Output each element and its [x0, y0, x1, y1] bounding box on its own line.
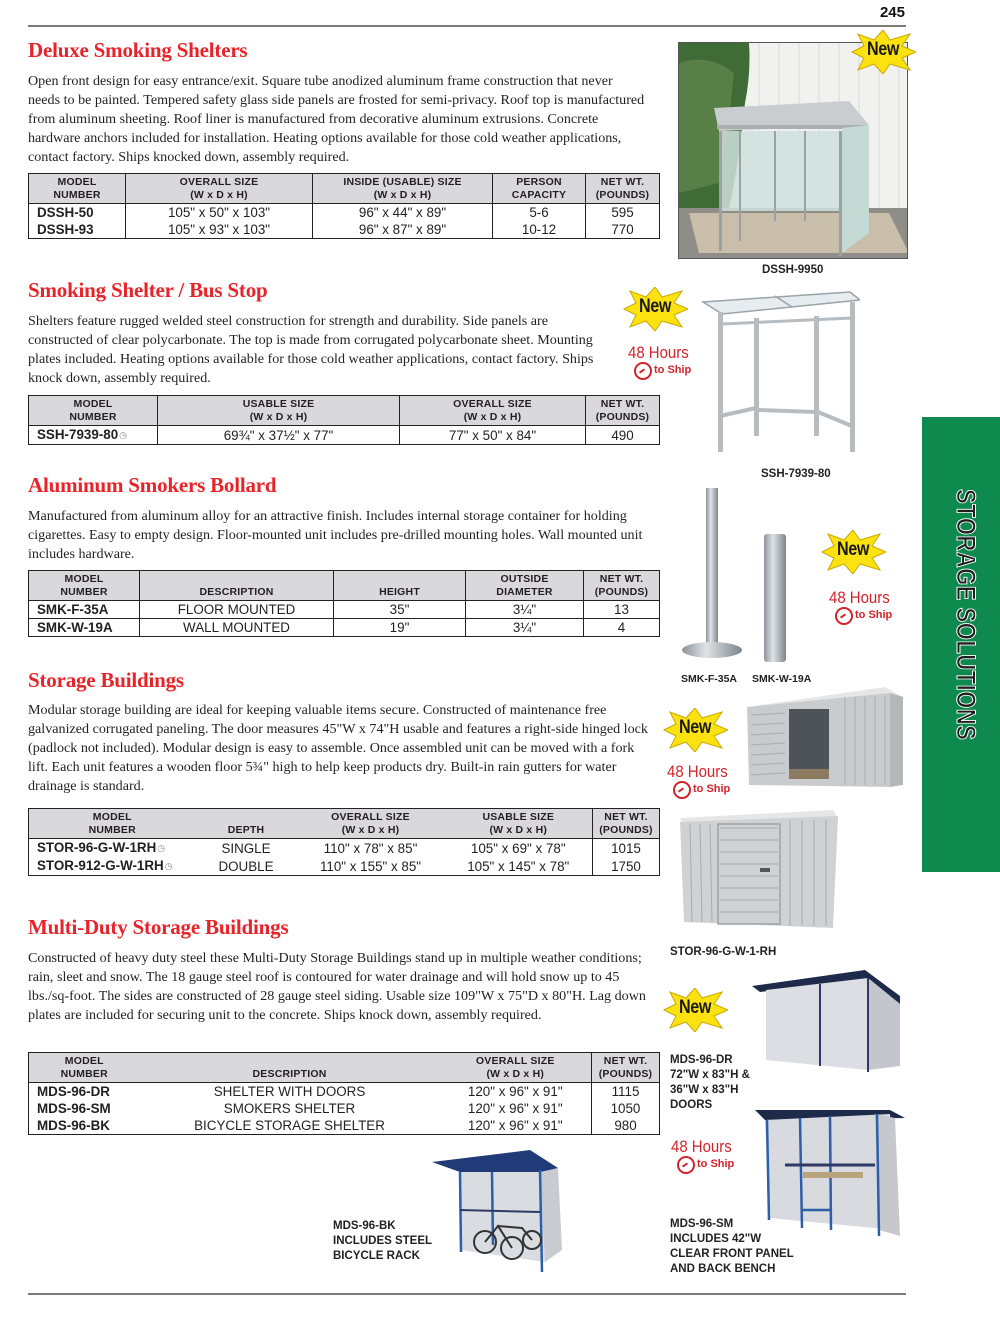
- to-ship-label: to Ship: [855, 609, 893, 621]
- caption-line: AND BACK BENCH: [670, 1263, 776, 1275]
- product-photo-bollards: [676, 478, 806, 673]
- section-title-aluminum-smokers-bollard: Aluminum Smokers Bollard: [28, 473, 277, 497]
- table-cell: 1750: [593, 857, 660, 876]
- table-header-row: [29, 396, 660, 426]
- 48-hour-clock-icon: ◷: [119, 430, 127, 440]
- table-cell: 980: [592, 1117, 660, 1135]
- table-cell: 3¼": [466, 619, 584, 637]
- column-header: DESCRIPTION: [140, 571, 334, 601]
- spec-table-deluxe-smoking-shelters: [28, 173, 660, 239]
- section-body-deluxe-smoking-shelters: Open front design for easy entrance/exit. Square tube anodized aluminum frame construction that never needs to be painted. Tempered safety glass side panels are frosted for semi-privacy. Roof top is manufactured from aluminum sheeting. Roof liner is manufactured from decorative aluminum extrusions. Concrete hardware anchors included for installation. Heating options available for those cold weather applications, contact factory. Ships knocked down, assembly required.: [28, 73, 645, 165]
- model-number: STOR-912-G-W-1RH◷: [37, 858, 173, 873]
- table-cell: 1050: [592, 1100, 660, 1117]
- page-number: 245: [879, 4, 905, 21]
- table-cell: WALL MOUNTED: [140, 619, 334, 637]
- table-cell: 96" x 87" x 89": [313, 221, 493, 239]
- table-cell: DOUBLE: [218, 858, 274, 874]
- column-header: NET WT. (POUNDS): [593, 809, 660, 839]
- 48-hours-to-ship-badge: [829, 588, 899, 628]
- table-cell: 105" x 69" x 78": [470, 840, 566, 856]
- model-number: SSH-7939-80◷: [37, 427, 127, 442]
- column-header: DESCRIPTION: [140, 1053, 440, 1083]
- product-photo-mds-96-bk: [430, 1150, 590, 1275]
- model-number: SMK-F-35A: [37, 602, 109, 617]
- column-header: NET WT. (POUNDS): [586, 174, 660, 204]
- table-cell: SINGLE: [221, 840, 271, 856]
- table-cell: 110" x 78" x 85": [323, 840, 418, 856]
- column-header: OUTSIDE DIAMETER: [466, 571, 584, 601]
- model-number: SMK-W-19A: [37, 620, 113, 635]
- caption-mds-96-bk: [333, 1219, 432, 1264]
- column-header: USABLE SIZE (W x D x H): [158, 396, 400, 426]
- clock-icon: [634, 362, 652, 380]
- product-photo-ssh-7939-80: [700, 288, 860, 458]
- column-header: DEPTH: [196, 809, 297, 839]
- table-cell: 595: [586, 204, 660, 222]
- caption-smk-f-35a: SMK-F-35A: [681, 673, 738, 685]
- table-cell: 69¾" x 37½" x 77": [158, 426, 400, 445]
- table-cell: SMOKERS SHELTER: [223, 1101, 356, 1116]
- new-badge: New: [662, 988, 728, 1032]
- to-ship-label: to Ship: [697, 1158, 735, 1170]
- caption-line: MDS-96-BK: [333, 1220, 396, 1232]
- side-tab-label: STORAGE SOLUTIONS: [951, 489, 981, 741]
- table-cell: 4: [584, 619, 660, 637]
- section-body-storage-buildings: Modular storage building are ideal for keeping valuable items secure. Constructed of maintenance free galvanized corrugated paneling. The door measures 45"W x 74"H usable and features a right-side hinged lock (padlock not included). Modular design is easy to assemble. Once assembled unit can be moved with a fork lift. Each unit features a wooden floor 5¾" high to help keep products dry. Built-in rain gutters for water drainage is standard.: [28, 702, 648, 794]
- caption-line: BICYCLE RACK: [333, 1250, 420, 1262]
- column-header: MODEL NUMBER: [29, 809, 196, 839]
- section-side-tab: [922, 417, 1000, 872]
- bottom-rule: [28, 1293, 906, 1295]
- caption-line: 36"W x 83"H: [670, 1084, 739, 1096]
- product-photo-dssh-9950: [678, 42, 908, 259]
- caption-mds-96-dr: [670, 1053, 750, 1113]
- table-cell: 105" x 93" x 103": [126, 221, 313, 239]
- 48-hours-label: 48 Hours: [628, 343, 689, 362]
- 48-hour-clock-icon: ◷: [157, 843, 166, 853]
- 48-hours-label: 48 Hours: [667, 762, 728, 781]
- table-row: [29, 857, 660, 876]
- table-row: [29, 426, 660, 445]
- table-cell: FLOOR MOUNTED: [140, 601, 334, 619]
- table-cell: 120" x 96" x 91": [467, 1084, 563, 1099]
- 48-hours-label: 48 Hours: [829, 588, 890, 607]
- column-header: OVERALL SIZE (W x D x H): [440, 1053, 592, 1083]
- caption-line: MDS-96-DR: [670, 1054, 733, 1066]
- table-row: [29, 1083, 660, 1101]
- table-row: [29, 1117, 660, 1135]
- caption-line: INCLUDES 42"W: [670, 1233, 762, 1245]
- section-title-deluxe-smoking-shelters: Deluxe Smoking Shelters: [28, 38, 248, 62]
- section-title-storage-buildings: Storage Buildings: [28, 668, 184, 692]
- column-header: OVERALL SIZE (W x D x H): [126, 174, 313, 204]
- table-cell: 13: [584, 601, 660, 619]
- column-header: MODEL NUMBER: [29, 1053, 140, 1083]
- to-ship-label: to Ship: [693, 783, 731, 795]
- table-cell: 120" x 96" x 91": [467, 1118, 563, 1133]
- table-header-row: [29, 1053, 660, 1083]
- table-cell: 105" x 50" x 103": [126, 204, 313, 222]
- caption-line: DOORS: [670, 1099, 713, 1111]
- caption-line: CLEAR FRONT PANEL: [670, 1248, 794, 1260]
- section-title-multi-duty-storage-buildings: Multi-Duty Storage Buildings: [28, 915, 289, 939]
- table-header-row: [29, 571, 660, 601]
- model-number: DSSH-93: [37, 222, 94, 237]
- table-row: [29, 221, 660, 239]
- section-title-smoking-shelter-bus-stop: Smoking Shelter / Bus Stop: [28, 278, 268, 302]
- clock-icon: [677, 1156, 695, 1174]
- caption-mds-96-sm: [670, 1217, 794, 1277]
- 48-hour-clock-icon: ◷: [164, 861, 173, 871]
- new-badge: New: [850, 30, 916, 74]
- section-body-multi-duty-storage-buildings: Constructed of heavy duty steel these Multi-Duty Storage Buildings stand up in multiple weather conditions; rain, sleet and snow. The 18 gauge steel roof is contoured for water drainage and will hold snow up to 45 lbs./sq-foot. The sides are constructed of 28 gauge steel siding. Usable size 109"W x 75"D x 80"H. Lag down plates are included for securing unit to the concrete. Ships knock down, assembly required.: [28, 950, 646, 1023]
- table-cell: 19": [334, 619, 466, 637]
- 48-hours-label: 48 Hours: [671, 1137, 732, 1156]
- table-row: [29, 839, 660, 858]
- column-header: PERSON CAPACITY: [493, 174, 586, 204]
- column-header: MODEL NUMBER: [29, 174, 126, 204]
- table-row: [29, 601, 660, 619]
- top-rule: [28, 25, 906, 27]
- caption-ssh-7939-80: SSH-7939-80: [761, 468, 831, 480]
- table-header-row: [29, 809, 660, 839]
- clock-icon: [673, 781, 691, 799]
- table-cell: BICYCLE STORAGE SHELTER: [194, 1118, 385, 1133]
- caption-line: MDS-96-SM: [670, 1218, 734, 1230]
- model-number: DSSH-50: [37, 205, 94, 220]
- column-header: NET WT. (POUNDS): [586, 396, 660, 426]
- new-badge: New: [662, 708, 728, 752]
- section-body-smoking-shelter-bus-stop: Shelters feature rugged welded steel construction for strength and durability. Side panels are constructed of clear polycarbonate. The top is made from corrugated polycarbonate sheet. Mounting plates included. Heating options available for those cold weather applications, contact factory. Ships knock down, assembly required.: [28, 313, 594, 386]
- table-cell: 35": [334, 601, 466, 619]
- model-number: MDS-96-BK: [37, 1118, 110, 1133]
- table-header-row: [29, 174, 660, 204]
- 48-hours-to-ship-badge: [628, 343, 698, 383]
- 48-hours-to-ship-badge: [667, 762, 737, 802]
- table-cell: 490: [586, 426, 660, 445]
- column-header: OVERALL SIZE (W x D x H): [400, 396, 586, 426]
- column-header: OVERALL SIZE (W x D x H): [297, 809, 445, 839]
- model-number: STOR-96-G-W-1RH◷: [37, 840, 166, 855]
- table-cell: 110" x 155" x 85": [319, 858, 422, 874]
- product-photo-storage-building-closed: [678, 810, 838, 938]
- table-cell: 3¼": [466, 601, 584, 619]
- table-cell: 77" x 50" x 84": [400, 426, 586, 445]
- table-row: [29, 619, 660, 637]
- table-row: [29, 1100, 660, 1117]
- table-cell: 96" x 44" x 89": [313, 204, 493, 222]
- caption-line: 72"W x 83"H &: [670, 1069, 750, 1081]
- table-cell: 1015: [593, 839, 660, 858]
- caption-smk-w-19a: SMK-W-19A: [752, 673, 812, 685]
- new-badge: New: [622, 287, 688, 331]
- spec-table-aluminum-smokers-bollard: [28, 570, 660, 637]
- caption-stor-96-g-w-1-rh: STOR-96-G-W-1-RH: [670, 946, 777, 958]
- table-cell: SHELTER WITH DOORS: [213, 1084, 366, 1099]
- table-cell: 770: [586, 221, 660, 239]
- table-cell: 10-12: [493, 221, 586, 239]
- product-photo-mds-96-dr: [750, 968, 905, 1073]
- column-header: INSIDE (USABLE) SIZE (W x D x H): [313, 174, 493, 204]
- caption-line: INCLUDES STEEL: [333, 1235, 433, 1247]
- spec-table-smoking-shelter-bus-stop: [28, 395, 660, 445]
- product-photo-storage-building-open: [745, 685, 905, 800]
- section-body-aluminum-smokers-bollard: Manufactured from aluminum alloy for an attractive finish. Includes internal storage container for holding cigarettes. Easy to empty design. Floor-mounted unit includes pre-drilled mounting holes. Wall mounted unit includes hardware.: [28, 508, 643, 562]
- model-number: MDS-96-DR: [37, 1084, 110, 1099]
- model-number: MDS-96-SM: [37, 1101, 111, 1116]
- spec-table-multi-duty-storage-buildings: [28, 1052, 660, 1135]
- clock-icon: [835, 607, 853, 625]
- column-header: USABLE SIZE (W x D x H): [445, 809, 593, 839]
- caption-dssh-9950: DSSH-9950: [762, 264, 824, 276]
- table-cell: 1115: [592, 1083, 660, 1101]
- table-cell: 5-6: [493, 204, 586, 222]
- new-badge: New: [820, 530, 886, 574]
- column-header: NET WT. (POUNDS): [592, 1053, 660, 1083]
- column-header: MODEL NUMBER: [29, 396, 158, 426]
- 48-hours-to-ship-badge: [671, 1137, 741, 1177]
- to-ship-label: to Ship: [654, 364, 692, 376]
- column-header: HEIGHT: [334, 571, 466, 601]
- table-cell: 105" x 145" x 78": [467, 858, 570, 874]
- column-header: MODEL NUMBER: [29, 571, 140, 601]
- spec-table-storage-buildings: [28, 808, 660, 876]
- table-cell: 120" x 96" x 91": [467, 1101, 563, 1116]
- table-row: [29, 204, 660, 222]
- column-header: NET WT. (POUNDS): [584, 571, 660, 601]
